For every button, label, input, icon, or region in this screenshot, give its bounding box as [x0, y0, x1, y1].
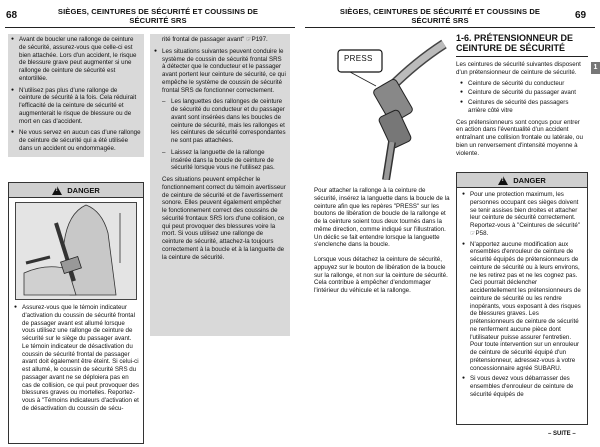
- header-line-2: SÉCURITÉ SRS: [129, 16, 187, 25]
- left-col1: [8, 34, 144, 157]
- header-rule-right: [305, 27, 595, 28]
- danger-label: DANGER: [67, 185, 100, 195]
- pretensioner-list-item: ● Ceintures de sécurité des passagers arrière côté vitre: [460, 99, 588, 115]
- warning-triangle-icon: !: [52, 186, 62, 195]
- header-line-2: SÉCURITÉ SRS: [411, 16, 469, 25]
- intro-paragraph: Les ceintures de sécurité suivantes disposent d'un prétensionneur de ceinture de sécurité.: [456, 61, 581, 76]
- page-number-left: 68: [6, 10, 18, 21]
- danger-box-left: [8, 182, 144, 444]
- right-col1-text: [314, 187, 450, 295]
- warning-bullet: ● Ne vous servez en aucun cas d'une rallonge de ceinture de sécurité qui a été utilisée dans un accident ou endommagée.: [11, 129, 141, 152]
- continue-footer: – SUITE –: [548, 431, 576, 437]
- running-header-right: [322, 7, 558, 25]
- seatbelt-extender-illustration: [16, 203, 138, 297]
- section-rule: [456, 56, 588, 57]
- header-rule-left: [5, 27, 295, 28]
- section-title-line-2: CEINTURE DE SÉCURITÉ: [456, 43, 566, 53]
- pretensioner-list-item: ● Ceinture de sécurité du conducteur: [460, 80, 588, 88]
- danger-bullet: ● Pour une protection maximum, les personnes occupant ces sièges doivent se tenir assises bien droites et attacher leur ceinture de sécurité correctement. Reportez-vous à "Ceintures de sécurité" ☞P58.: [462, 191, 583, 238]
- pretensioner-paragraph: Ces prétensionneurs sont conçus pour entrer en action dans l'éventualité d'un accident entraînant une collision frontale ou latérale, ou bien un renversement d'intensité moyenne à violente.: [456, 118, 583, 157]
- detach-paragraph: Lorsque vous détachez la ceinture de sécurité, appuyez sur le bouton de libération de la boucle sur la rallonge, et non sur la ceinture de sécurité. Cela contribue à empêcher d'endommager l'intérieur du véhicule et la rallonge.: [314, 256, 448, 294]
- warning-bullets-box: [8, 34, 144, 157]
- danger-text: ● Assurez-vous que le témoin indicateur d'activation du coussin de sécurité frontal de passager avant est allumé lorsque vous utilisez une rallonge de ceinture de sécurité sur le siège du passager avant. Le témoin indicateur de désactivation du coussin de sécurité frontal de passager avant doit également être éteint. Si celui-ci est allumé, le coussin de sécurité SRS du passager avant ne se déploiera pas en cas de collision, ce qui peut provoquer des blessures graves ou mortelles. Reportez-vous à "Témoins indicateurs d'activation et de désactivation du coussin de sécu-: [14, 304, 139, 413]
- situations-paragraph: Ces situations peuvent empêcher le fonctionnement correct du témoin avertisseur de ceinture de sécurité et de l'avertissement sonore. Elles peuvent également empêcher le fonctionnement correct des coussins de sécurité frontaux SRS lors d'une collision, ce qui peut provoquer des blessures voire la mort. Si vous utilisez une rallonge de ceinture de sécurité, attachez-la toujours correctement à la boucle et à la languette de la ceinture de sécurité.: [162, 176, 286, 261]
- danger-box-right: [456, 172, 588, 425]
- situations-bullet: ● Les situations suivantes peuvent conduire le système de coussin de sécurité frontal SRS à détecter que le conducteur et le passager avant portent leur ceinture de sécurité, ce qui empêche le système de coussin de sécurité frontal SRS de fonctionner correctement.: [154, 48, 286, 95]
- right-col2: [456, 33, 588, 157]
- left-col2: [150, 34, 290, 336]
- section-title-line-1: 1-6. PRÉTENSIONNEUR DE: [456, 33, 574, 43]
- warning-bullet: ● N'utilisez pas plus d'une rallonge de ceinture de sécurité à la fois. Cela réduirait l'efficacité de la ceinture de sécurité et augmenterait le risque de blessure ou de mort en cas d'accident.: [11, 87, 141, 126]
- attach-paragraph: Pour attacher la rallonge à la ceinture de sécurité, insérez la languette dans la boucle de la ceinture afin que les repères "PRESS" sur les boutons de libération de boucle de la rallonge et de la ceinture soient tous deux tournés dans la même direction, comme indiqué sur l'illustration. Un déclic se fait entendre lorsque la languette s'enclenche dans la boucle.: [314, 187, 450, 249]
- danger-label: DANGER: [513, 175, 546, 185]
- running-header-left: [40, 7, 276, 25]
- continued-text: rité frontal de passager avant" ☞P197.: [162, 36, 268, 43]
- press-label: PRESS: [344, 54, 373, 63]
- situation-dash-item: – Laissez la languette de la rallonge insérée dans la boucle de ceinture de sécurité lorsque vous ne l'utilisez pas.: [162, 149, 286, 172]
- seatbelt-indicator-illustration: [15, 202, 137, 300]
- chapter-tab: 1: [591, 62, 600, 74]
- pretensioner-list-item: ● Ceinture de sécurité du passager avant: [460, 89, 588, 97]
- situation-dash-item: – Les languettes des rallonges de ceinture de sécurité du conducteur et du passager avant sont insérées dans les boucles de ceinture de sécurité, mais les rallonges et les ceintures de sécurité correspondantes ne sont pas attachées.: [162, 98, 286, 145]
- warning-continued-box: [150, 34, 290, 336]
- header-line-1: SIÈGES, CEINTURES DE SÉCURITÉ ET COUSSINS DE: [57, 7, 259, 16]
- press-buckle-drawing: [320, 32, 448, 180]
- buckle-illustration: [320, 32, 448, 180]
- page-number-right: 69: [575, 10, 587, 21]
- danger-bullet: ● N'apportez aucune modification aux ensembles d'enrouleur de ceinture de sécurité équipés de prétensionneurs de ceinture de sécurité ou à leurs environs, ne les retirez pas et ne les cognez pas. Ceci pourrait déclencher accidentellement les prétensionneurs de ceinture de sécurité ou les rendre inopérants, vous exposant à des risques de blessures graves. Les prétensionneurs de ceinture de sécurité ne renferment aucune pièce dont l'utilisateur puisse assurer l'entretien. Pour toute intervention sur un enrouleur de ceinture de sécurité équipé d'un prétensionneur, adressez-vous à votre concessionnaire agréé SUBARU.: [462, 241, 583, 373]
- header-line-1: SIÈGES, CEINTURES DE SÉCURITÉ ET COUSSINS DE: [339, 7, 541, 16]
- warning-triangle-icon: !: [498, 176, 508, 185]
- danger-header: [457, 173, 587, 188]
- section-title: [456, 33, 588, 53]
- danger-bullet: ● Si vous devez vous débarrasser des ensembles d'enrouleur de ceinture de sécurité équipés de: [462, 375, 583, 398]
- warning-bullet: ● Avant de boucler une rallonge de ceinture de sécurité, assurez-vous que celle-ci est bien attachée. Lors d'un accident, le risque de blessure grave peut augmenter si une rallonge de ceinture de sécurité est entortillée.: [11, 36, 141, 83]
- danger-header: [9, 183, 143, 198]
